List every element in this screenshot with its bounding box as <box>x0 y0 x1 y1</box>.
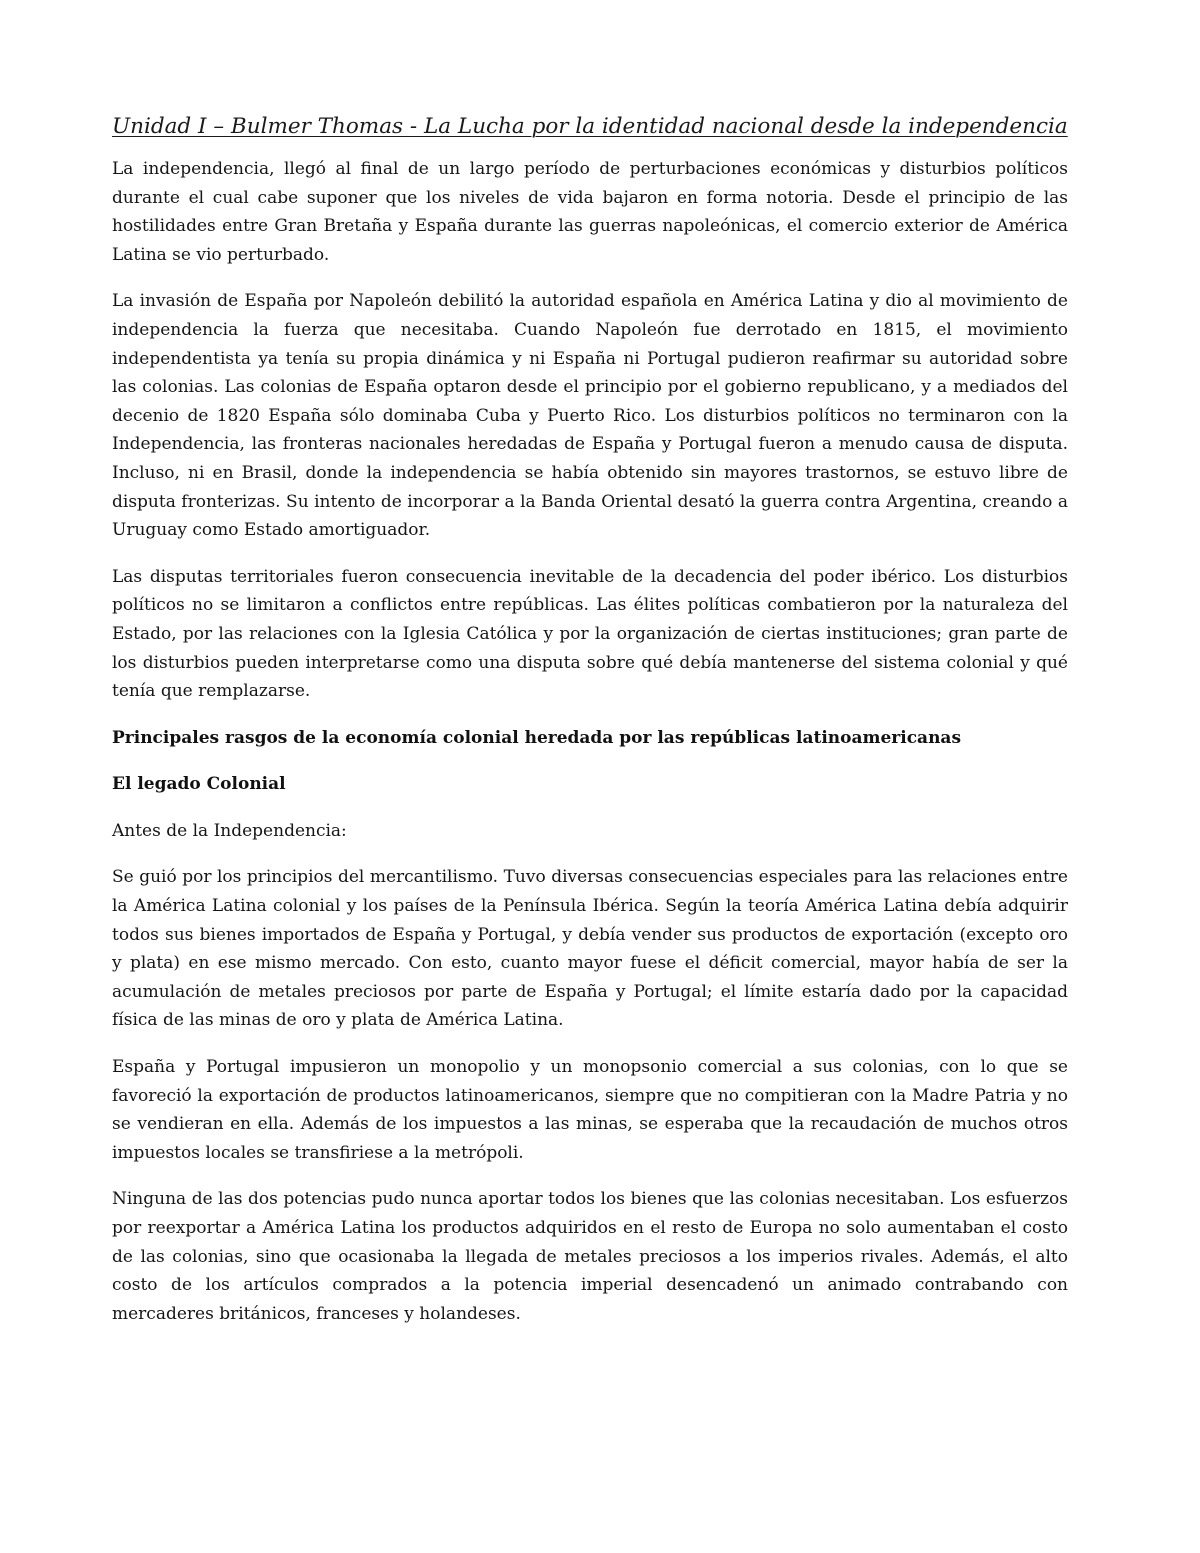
paragraph-contrabando: Ninguna de las dos potencias pudo nunca aportar todos los bienes que las colonias necesitaban. Los esfuerzos por reexportar a América Latina los productos adquiridos en el resto de Europa no solo aumentaban el costo de las colonias, sino que ocasionaba la llegada de metales preciosos a los imperios rivales. Además, el alto costo de los artículos comprados a la potencia imperial desencadenó un animado contrabando con mercaderes británicos, franceses y holandeses. <box>112 1189 1068 1324</box>
document-title: Unidad I – Bulmer Thomas - La Lucha por la identidad nacional desde la independencia <box>112 114 1068 139</box>
document-page <box>112 108 1068 1346</box>
paragraph-invasion: La invasión de España por Napoleón debilitó la autoridad española en América Latina y dio al movimiento de independencia la fuerza que necesitaba. Cuando Napoleón fue derrotado en 1815, el movimiento independentista ya tenía su propia dinámica y ni España ni Portugal pudieron reafirmar su autoridad sobre las colonias. Las colonias de España optaron desde el principio por el gobierno republicano, y a mediados del decenio de 1820 España sólo dominaba Cuba y Puerto Rico. Los disturbios políticos no terminaron con la Independencia, las fronteras nacionales heredadas de España y Portugal fueron a menudo causa de disputa. Incluso, ni en Brasil, donde la independencia se había obtenido sin mayores trastornos, se estuvo libre de disputa fronterizas. Su intento de incorporar a la Banda Oriental desató la guerra contra Argentina, creando a Uruguay como Estado amortiguador. <box>112 291 1068 541</box>
paragraph-antes: Antes de la Independencia: <box>112 820 347 841</box>
section-heading-rasgos: Principales rasgos de la economía colonial heredada por las repúblicas latinoamericanas <box>112 727 962 748</box>
paragraph-mercantilismo: Se guió por los principios del mercantilismo. Tuvo diversas consecuencias especiales para las relaciones entre la América Latina colonial y los países de la Península Ibérica. Según la teoría América Latina debía adquirir todos sus bienes importados de España y Portugal, y debía vender sus productos de exportación (excepto oro y plata) en ese mismo mercado. Con esto, cuanto mayor fuese el déficit comercial, mayor había de ser la acumulación de metales preciosos por parte de España y Portugal; el límite estaría dado por la capacidad física de las minas de oro y plata de América Latina. <box>112 867 1068 1031</box>
section-heading-legado: El legado Colonial <box>112 774 286 795</box>
paragraph-disputas: Las disputas territoriales fueron consecuencia inevitable de la decadencia del poder ibérico. Los disturbios políticos no se limitaron a conflictos entre repúblicas. Las élites políticas combatieron por la naturaleza del Estado, por las relaciones con la Iglesia Católica y por la organización de ciertas instituciones; gran parte de los disturbios pueden interpretarse como una disputa sobre qué debía mantenerse del sistema colonial y qué tenía que remplazarse. <box>112 566 1068 702</box>
paragraph-independencia: La independencia, llegó al final de un largo período de perturbaciones económicas y disturbios políticos durante el cual cabe suponer que los niveles de vida bajaron en forma notoria. Desde el principio de las hostilidades entre Gran Bretaña y España durante las guerras napoleónicas, el comercio exterior de América Latina se vio perturbado. <box>112 159 1068 265</box>
paragraph-monopolio: España y Portugal impusieron un monopolio y un monopsonio comercial a sus colonias, con lo que se favoreció la exportación de productos latinoamericanos, siempre que no compitieran con la Madre Patria y no se vendieran en ella. Además de los impuestos a las minas, se esperaba que la recaudación de muchos otros impuestos locales se transfiriese a la metrópoli. <box>112 1057 1068 1163</box>
